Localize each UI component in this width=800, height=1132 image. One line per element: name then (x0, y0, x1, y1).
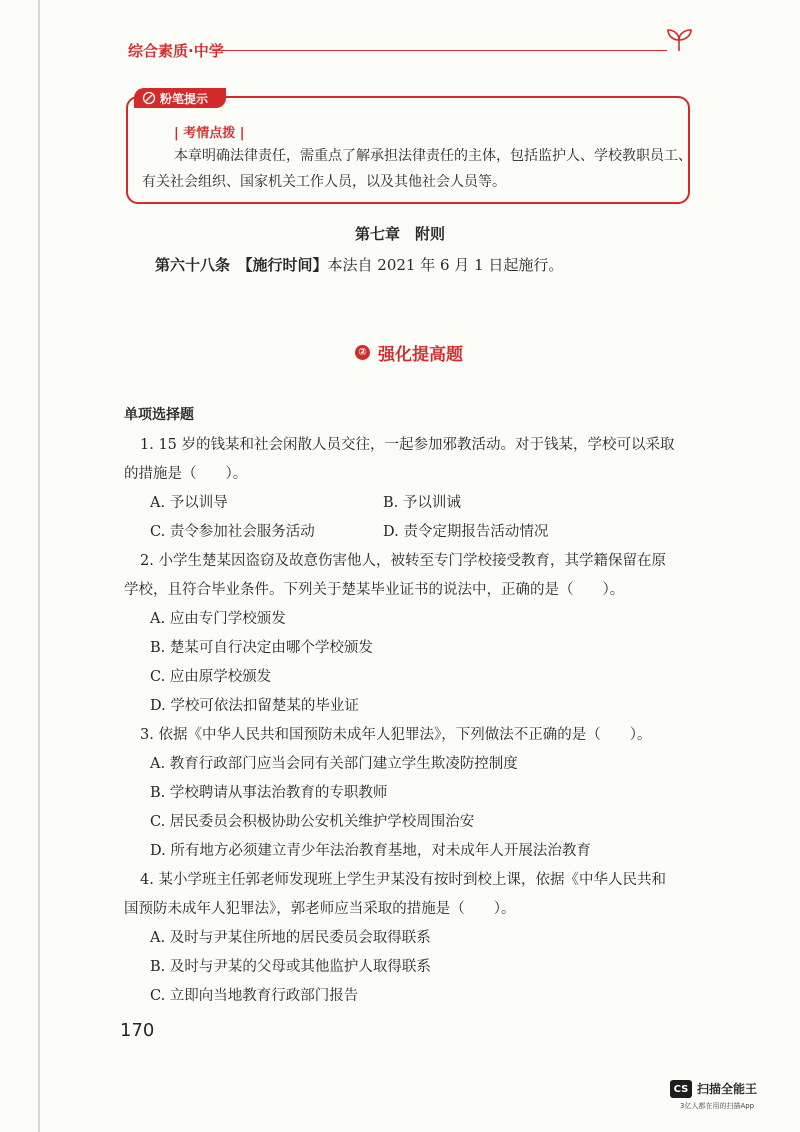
option: A. 予以训导 (150, 495, 228, 511)
option: C. 责令参加社会服务活动 (150, 524, 315, 540)
page-number: 170 (120, 1020, 155, 1041)
article-label: 第六十八条 【施行时间】 (155, 256, 328, 274)
page-edge (38, 0, 40, 1132)
option: A. 及时与尹某住所地的居民委员会取得联系 (150, 930, 431, 946)
option: C. 居民委员会积极协助公安机关维护学校周围治安 (150, 814, 475, 830)
question-line: 2. 小学生楚某因盗窃及故意伤害他人，被转至专门学校接受教育，其学籍保留在原 (140, 553, 666, 569)
pencil-icon (142, 91, 156, 105)
option: A. 教育行政部门应当会同有关部门建立学生欺凌防控制度 (150, 756, 518, 772)
option: C. 立即向当地教育行政部门报告 (150, 988, 359, 1004)
watermark-name: 扫描全能王 (697, 1082, 758, 1096)
tip-tag (134, 88, 226, 108)
option: C. 应由原学校颁发 (150, 669, 272, 685)
header-title: 综合素质·中学 (128, 42, 224, 60)
option: D. 学校可依法扣留楚某的毕业证 (150, 698, 359, 714)
article-text: 本法自 2021 年 6 月 1 日起施行。 (327, 256, 564, 274)
sprout-icon (662, 27, 696, 53)
camscanner-logo: CS (670, 1080, 692, 1098)
tip-line: 有关社会组织、国家机关工作人员，以及其他社会人员等。 (142, 174, 506, 190)
option: D. 所有地方必须建立青少年法治教育基地，对未成年人开展法治教育 (150, 843, 591, 859)
section-heading (355, 340, 463, 365)
option: B. 及时与尹某的父母或其他监护人取得联系 (150, 959, 431, 975)
section-title: 强化提高题 (378, 345, 463, 365)
option: B. 楚某可自行决定由哪个学校颁发 (150, 640, 373, 656)
chapter-title: 第七章 附则 (354, 225, 445, 243)
tip-tag-label: 粉笔提示 (160, 91, 209, 106)
question-line: 学校，且符合毕业条件。下列关于楚某毕业证书的说法中，正确的是（ ）。 (124, 582, 625, 598)
tip-heading: | 考情点拨 | (174, 126, 245, 141)
tip-line: 本章明确法律责任，需重点了解承担法律责任的主体，包括监护人、学校教职员工、 (174, 148, 692, 164)
option: D. 责令定期报告活动情况 (383, 524, 549, 540)
question-type: 单项选择题 (124, 407, 194, 423)
question-line: 4. 某小学班主任郭老师发现班上学生尹某没有按时到校上课，依据《中华人民共和 (140, 872, 666, 888)
question-line: 国预防未成年人犯罪法》，郭老师应当采取的措施是（ ）。 (124, 901, 516, 917)
header-rule (212, 50, 667, 51)
question-line: 1. 15 岁的钱某和社会闲散人员交往，一起参加邪教活动。对于钱某，学校可以采取 (140, 437, 675, 453)
question-line: 的措施是（ ）。 (124, 466, 248, 482)
option: B. 予以训诫 (383, 495, 461, 511)
option: B. 学校聘请从事法治教育的专职教师 (150, 785, 388, 801)
watermark-tagline: 3亿人都在用的扫描App (680, 1102, 755, 1110)
question-line: 3. 依据《中华人民共和国预防未成年人犯罪法》，下列做法不正确的是（ ）。 (140, 727, 652, 743)
article-68 (155, 254, 563, 275)
section-badge: ② (355, 345, 370, 360)
option: A. 应由专门学校颁发 (150, 611, 286, 627)
